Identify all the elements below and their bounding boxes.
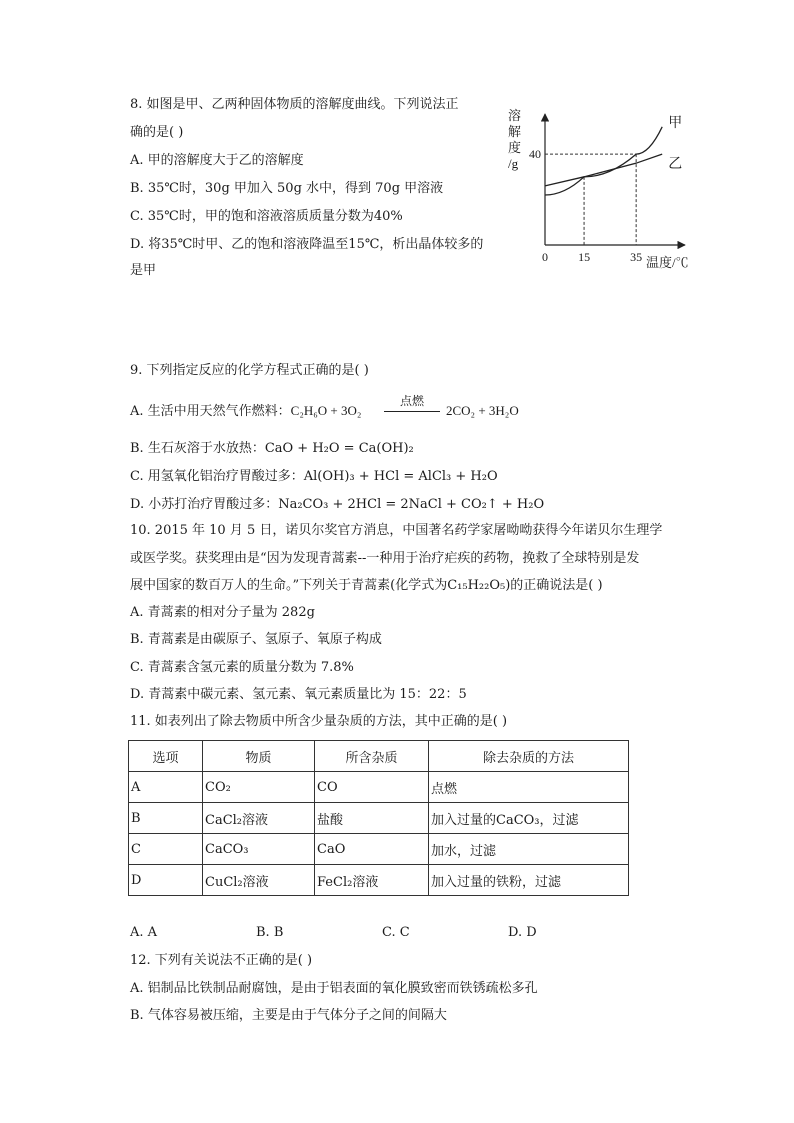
cell-impurity: FeCl₂溶液 <box>315 865 429 896</box>
q10-option-a: A. 青蒿素的相对分子量为 282g <box>130 605 315 620</box>
q12-option-a: A. 铝制品比铁制品耐腐蚀，是由于铝表面的氧化膜致密而铁锈疏松多孔 <box>130 981 538 996</box>
y-axis-label-char: 解 <box>508 124 522 139</box>
solubility-chart <box>500 100 700 280</box>
series-curve-yi <box>545 154 662 186</box>
table-header-row <box>129 741 629 772</box>
series-label-yi: 乙 <box>668 157 683 173</box>
y-axis-label-char: 溶 <box>508 108 522 123</box>
y-axis-label-char: /g <box>508 156 519 171</box>
cell-method: 加入过量的CaCO₃，过滤 <box>429 803 629 834</box>
cell-option: B <box>129 803 203 834</box>
cell-impurity: 盐酸 <box>315 803 429 834</box>
cell-impurity: CO <box>315 772 429 803</box>
q9-option-a-prefix: A. 生活中用天然气作燃料： <box>130 404 291 419</box>
q9-stem: 9. 下列指定反应的化学方程式正确的是( ) <box>130 363 369 378</box>
header-substance: 物质 <box>203 741 315 772</box>
q9-reaction-condition: 点燃 <box>399 394 424 408</box>
q8-option-c: C. 35℃时，甲的饱和溶液溶质质量分数为40% <box>130 209 403 224</box>
q8-option-b: B. 35℃时，30g 甲加入 50g 水中，得到 70g 甲溶液 <box>130 181 444 196</box>
header-impurity: 所含杂质 <box>315 741 429 772</box>
q8-option-d-line1: D. 将35℃时甲、乙的饱和溶液降温至15℃，析出晶体较多的 <box>130 237 484 252</box>
cell-method: 加水，过滤 <box>429 834 629 865</box>
q9-option-b: B. 生石灰溶于水放热：CaO + H₂O = Ca(OH)₂ <box>130 441 414 456</box>
q9-option-a <box>130 402 361 421</box>
q9-option-a-right: 2CO₂ + 3H₂O <box>446 403 519 418</box>
cell-option: D <box>129 865 203 896</box>
q10-option-b: B. 青蒿素是由碳原子、氢原子、氧原子构成 <box>130 632 382 647</box>
q11-option-b: B. B <box>256 925 284 940</box>
header-option: 选项 <box>129 741 203 772</box>
q10-stem-line2: 或医学奖。获奖理由是“因为发现青蒿素--一种用于治疗疟疾的药物，挽救了全球特别是发 <box>130 551 640 566</box>
x-tick-label: 0 <box>542 250 548 264</box>
cell-substance: CO₂ <box>203 772 315 803</box>
q12-option-b: B. 气体容易被压缩，主要是由于气体分子之间的间隔大 <box>130 1008 447 1023</box>
cell-impurity: CaO <box>315 834 429 865</box>
cell-substance: CuCl₂溶液 <box>203 865 315 896</box>
table-row <box>129 772 629 803</box>
x-axis-label: 温度/℃ <box>646 255 689 270</box>
q11-option-d: D. D <box>508 925 537 940</box>
x-tick-label: 35 <box>630 250 643 264</box>
series-label-jia: 甲 <box>668 115 683 131</box>
q8-stem-line2: 确的是( ) <box>130 125 184 140</box>
table-row <box>129 834 629 865</box>
q10-stem-line3: 展中国家的数百万人的生命。”下列关于青蒿素(化学式为C₁₅H₂₂O₅)的正确说法是( ) <box>130 578 603 593</box>
q9-reaction-line <box>384 411 440 412</box>
q11-table <box>128 740 629 896</box>
q8-stem-line1: 8. 如图是甲、乙两种固体物质的溶解度曲线。下列说法正 <box>130 97 459 112</box>
y-tick-label: 40 <box>529 147 541 162</box>
x-tick-label: 15 <box>578 250 591 264</box>
cell-option: C <box>129 834 203 865</box>
q8-option-d-line2: 是甲 <box>130 263 157 278</box>
header-method: 除去杂质的方法 <box>429 741 629 772</box>
cell-method: 点燃 <box>429 772 629 803</box>
q10-option-d: D. 青蒿素中碳元素、氢元素、氧元素质量比为 15：22：5 <box>130 687 467 702</box>
q10-option-c: C. 青蒿素含氢元素的质量分数为 7.8% <box>130 660 354 675</box>
q9-option-d: D. 小苏打治疗胃酸过多：Na₂CO₃ + 2HCl = 2NaCl + CO₂↑ + H₂O <box>130 497 545 512</box>
y-axis-label-char: 度 <box>508 140 522 155</box>
table-row <box>129 803 629 834</box>
cell-method: 加入过量的铁粉，过滤 <box>429 865 629 896</box>
q11-option-a: A. A <box>130 925 158 940</box>
table-row <box>129 865 629 896</box>
q8-option-a: A. 甲的溶解度大于乙的溶解度 <box>130 153 304 168</box>
q11-option-c: C. C <box>382 925 410 940</box>
q9-option-a-left: C₂H₆O + 3O₂ <box>290 403 362 418</box>
cell-substance: CaCO₃ <box>203 834 315 865</box>
q10-stem-line1: 10. 2015 年 10 月 5 日，诺贝尔奖官方消息，中国著名药学家屠呦呦获得今年诺贝尔生理学 <box>130 523 663 538</box>
q11-stem: 11. 如表列出了除去物质中所含少量杂质的方法，其中正确的是( ) <box>130 714 508 729</box>
q12-stem: 12. 下列有关说法不正确的是( ) <box>130 953 313 968</box>
q9-option-c: C. 用氢氧化铝治疗胃酸过多：Al(OH)₃ + HCl = AlCl₃ + H₂O <box>130 469 498 484</box>
cell-substance: CaCl₂溶液 <box>203 803 315 834</box>
cell-option: A <box>129 772 203 803</box>
